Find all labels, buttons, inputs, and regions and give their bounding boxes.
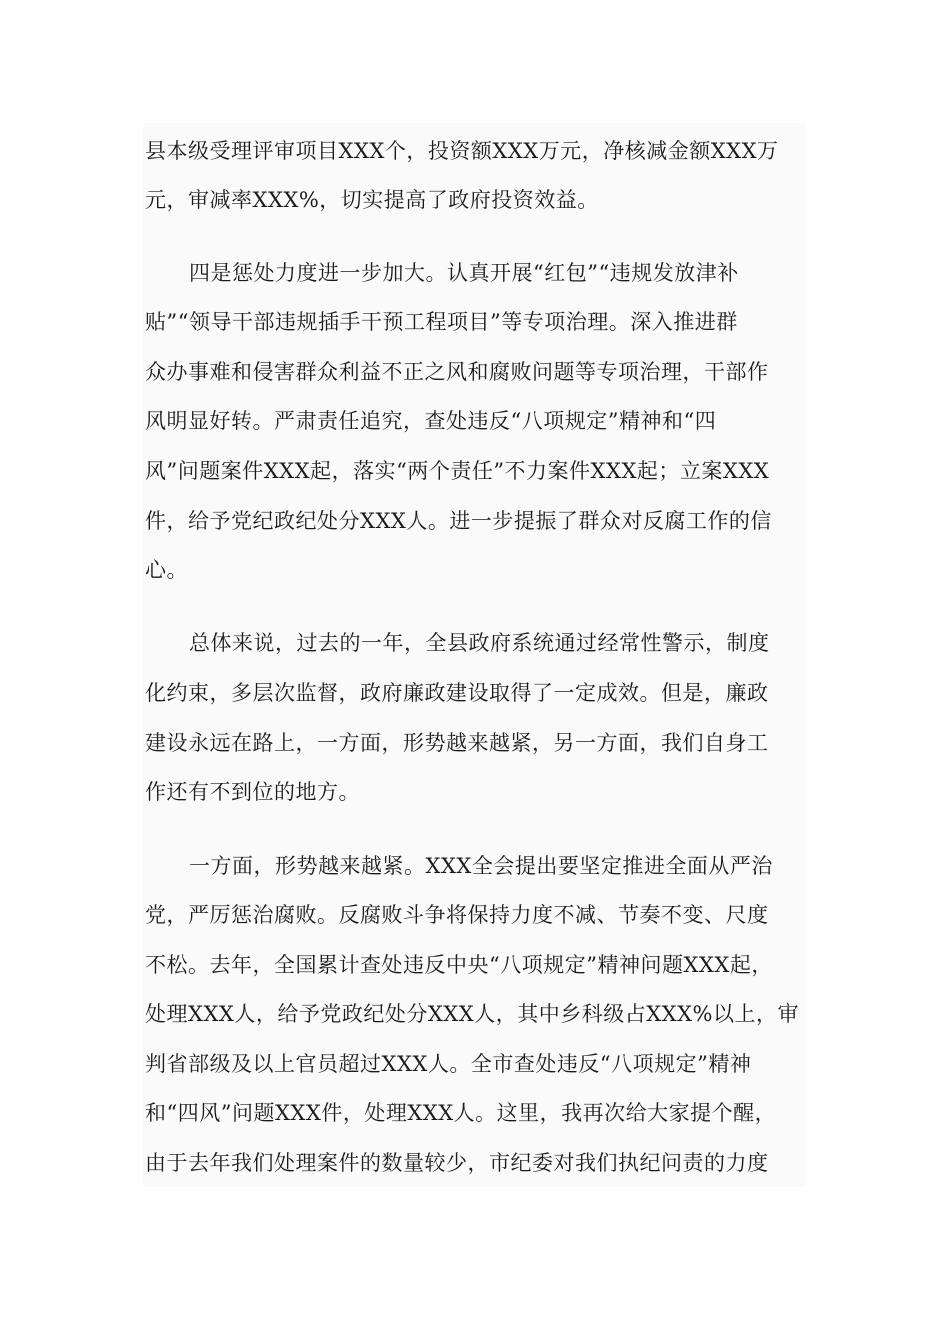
paragraph-4-line-4: 处理XXX人，给予党政纪处分XXX人，其中乡科级占XXX%以上，审 [145, 1002, 800, 1026]
paragraph-3-line-2: 化约束，多层次监督，政府廉政建设取得了一定成效。但是，廉政 [145, 681, 769, 705]
paragraph-3-line-3: 建设永远在路上，一方面，形势越来越紧，另一方面，我们自身工 [145, 731, 769, 755]
paragraph-2-line-7: 心。 [145, 558, 188, 582]
paragraph-2-line-1: 四是惩处力度进一步加大。认真开展“红包”“违规发放津补 [189, 261, 739, 285]
paragraph-3-line-4: 作还有不到位的地方。 [145, 780, 360, 804]
paragraph-4-line-3: 不松。去年，全国累计查处违反中央“八项规定”精神问题XXX起， [145, 953, 773, 977]
paragraph-2-line-2: 贴”“领导干部违规插手干预工程项目”等专项治理。深入推进群 [145, 310, 738, 334]
paragraph-2-line-6: 件，给予党纪政纪处分XXX人。进一步提振了群众对反腐工作的信 [145, 509, 772, 533]
paragraph-1-line-2: 元，审减率XXX%，切实提高了政府投资效益。 [145, 188, 599, 212]
paragraph-3-line-1: 总体来说，过去的一年，全县政府系统通过经常性警示，制度 [189, 631, 770, 655]
paragraph-4-line-1: 一方面，形势越来越紧。XXX全会提出要坚定推进全面从严治 [189, 854, 773, 878]
paragraph-4-line-5: 判省部级及以上官员超过XXX人。全市查处违反“八项规定”精神 [145, 1052, 752, 1076]
paragraph-1-line-1: 县本级受理评审项目XXX个，投资额XXX万元，净核减金额XXX万 [145, 139, 779, 163]
paragraph-4-line-2: 党，严厉惩治腐败。反腐败斗争将保持力度不减、节奏不变、尺度 [145, 903, 769, 927]
paragraph-2-line-4: 风明显好转。严肃责任追究，查处违反“八项规定”精神和“四 [145, 409, 717, 433]
paragraph-2-line-5: 风”问题案件XXX起，落实“两个责任”不力案件XXX起；立案XXX [145, 459, 770, 483]
paragraph-4-line-7: 由于去年我们处理案件的数量较少，市纪委对我们执纪问责的力度 [145, 1151, 769, 1175]
paragraph-4-line-6: 和“四风”问题XXX件，处理XXX人。这里，我再次给大家提个醒， [145, 1101, 777, 1125]
paragraph-2-line-3: 众办事难和侵害群众利益不正之风和腐败问题等专项治理，干部作 [145, 360, 769, 384]
